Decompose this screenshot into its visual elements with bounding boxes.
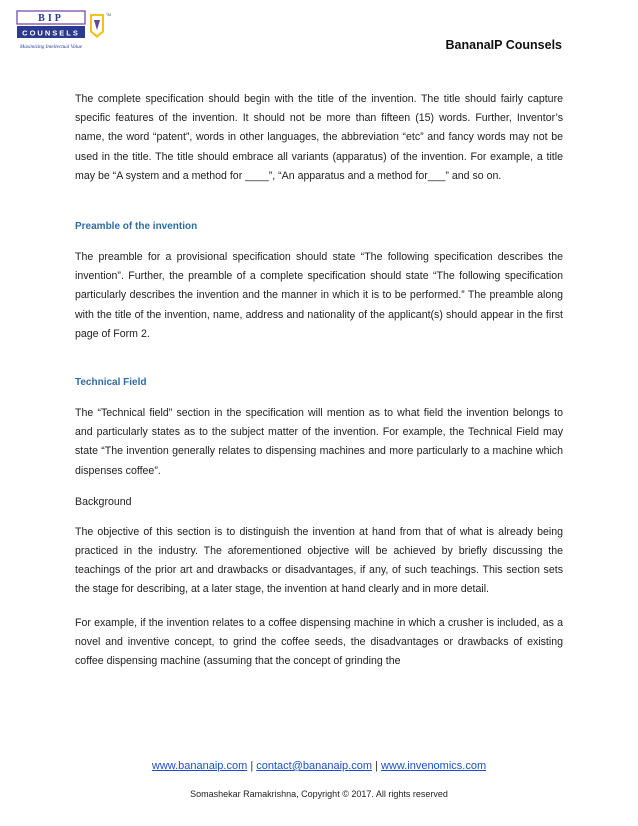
logo-tagline: Maximizing Intellectual Value xyxy=(19,44,83,50)
logo-bottom-text: COUNSELS xyxy=(22,28,80,38)
logo-top-text: BIP xyxy=(38,13,64,24)
intro-paragraph: The complete specification should begin with the title of the invention. The title should fairly capture specific features of the invention. It should not be more than fifteen (15) words. Further, Inventor’s name, the word “patent”, words in other languages, the abbreviation “etc” and fancy words may not be used in the title. The title should embrace all variants (apparatus) of the invention. For example, a title may be “A system and a method for ____”, “An apparatus and a method for___” and so on. xyxy=(75,93,563,182)
copyright-notice: Somashekar Ramakrishna, Copyright © 2017. All rights reserved xyxy=(190,789,448,799)
background-paragraph-1: The objective of this section is to distinguish the invention at hand from that of what is already being practiced in the industry. The aforementioned objective will be achieved by briefly discussing the teachings of the prior art and drawbacks or disadvantages, if any, of such teachings. This section sets the stage for describing, at a later stage, the invention at hand clearly and in more detail. xyxy=(75,525,563,596)
invenomics-link[interactable]: www.invenomics.com xyxy=(380,760,487,772)
document-body xyxy=(75,90,563,671)
brand-title: BananaIP Counsels xyxy=(445,38,562,52)
logo-graphic xyxy=(16,10,118,62)
technical-paragraph: The “Technical field” section in the specification will mention as to what field the invention belongs to and particularly states as to the subject matter of the invention. For example, the Technical Field may state “The invention generally relates to dispensing machines and more particularly to a machine which dispenses coffee”. xyxy=(75,407,563,477)
contact-email-link[interactable]: contact@bananaip.com xyxy=(256,760,372,772)
technical-heading: Technical Field xyxy=(75,377,147,389)
preamble-heading: Preamble of the invention xyxy=(75,221,198,233)
background-paragraph-2: For example, if the invention relates to a coffee dispensing machine in which a crusher is included, as a novel and inventive concept, to grind the coffee seeds, the disadvantages or drawbacks of existing coffee dispensing machine (assuming that the concept of grinding the xyxy=(75,616,563,668)
preamble-paragraph: The preamble for a provisional specification should state “The following specification describes the invention”. Further, the preamble of a complete specification should state “The following specification particularly describes the invention and the manner in which it is to be performed.” The preamble along with the title of the invention, name, address and nationality of the applicant(s) should appear in the first page of Form 2. xyxy=(75,251,563,340)
bananaip-link[interactable]: www.bananaip.com xyxy=(151,760,248,772)
background-heading: Background xyxy=(75,495,132,508)
logo-emblem-icon xyxy=(90,14,104,38)
footer-separator: | xyxy=(250,760,254,772)
footer-links xyxy=(0,760,638,772)
logo-tm: TM xyxy=(106,13,112,17)
company-logo xyxy=(16,10,118,62)
footer-separator: | xyxy=(375,760,378,772)
